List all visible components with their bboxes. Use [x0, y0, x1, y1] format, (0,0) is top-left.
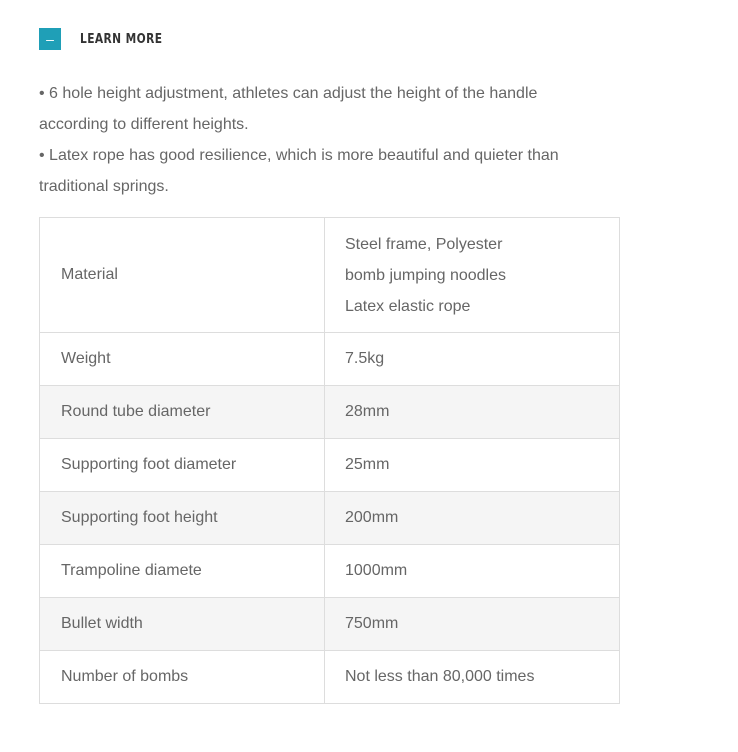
spec-value: Not less than 80,000 times	[325, 651, 620, 704]
table-row	[40, 333, 620, 386]
material-value-line: bomb jumping noodles	[345, 266, 506, 284]
table-row	[40, 386, 620, 439]
description-line-1: • 6 hole height adjustment, athletes can adjust the height of the handle according to different heights.	[39, 85, 538, 133]
material-value-line: Steel frame, Polyester	[345, 235, 503, 253]
learn-more-header[interactable]	[39, 28, 181, 50]
spec-label: Bullet width	[40, 598, 325, 651]
description-line-2: • Latex rope has good resilience, which is more beautiful and quieter than traditional springs.	[39, 147, 559, 195]
spec-value: 7.5kg	[325, 333, 620, 386]
spec-value: 1000mm	[325, 545, 620, 598]
spec-label: Round tube diameter	[40, 386, 325, 439]
table-row	[40, 439, 620, 492]
spec-label: Weight	[40, 333, 325, 386]
spec-label: Material	[40, 218, 325, 333]
table-row	[40, 545, 620, 598]
table-row	[40, 492, 620, 545]
table-row	[40, 651, 620, 704]
spec-label: Supporting foot diameter	[40, 439, 325, 492]
table-row-material	[40, 218, 620, 333]
minus-icon: –	[46, 31, 54, 47]
spec-label: Supporting foot height	[40, 492, 325, 545]
material-value-line: Latex elastic rope	[345, 297, 471, 315]
spec-value: 750mm	[325, 598, 620, 651]
product-description	[39, 78, 599, 202]
spec-value: 200mm	[325, 492, 620, 545]
collapse-toggle-button[interactable]	[39, 28, 61, 50]
section-title[interactable]: LEARN MORE	[80, 31, 163, 47]
spec-label: Trampoline diamete	[40, 545, 325, 598]
specifications-table	[39, 217, 620, 704]
spec-value: 28mm	[325, 386, 620, 439]
table-row	[40, 598, 620, 651]
spec-value: 25mm	[325, 439, 620, 492]
spec-value	[325, 218, 620, 333]
spec-label: Number of bombs	[40, 651, 325, 704]
